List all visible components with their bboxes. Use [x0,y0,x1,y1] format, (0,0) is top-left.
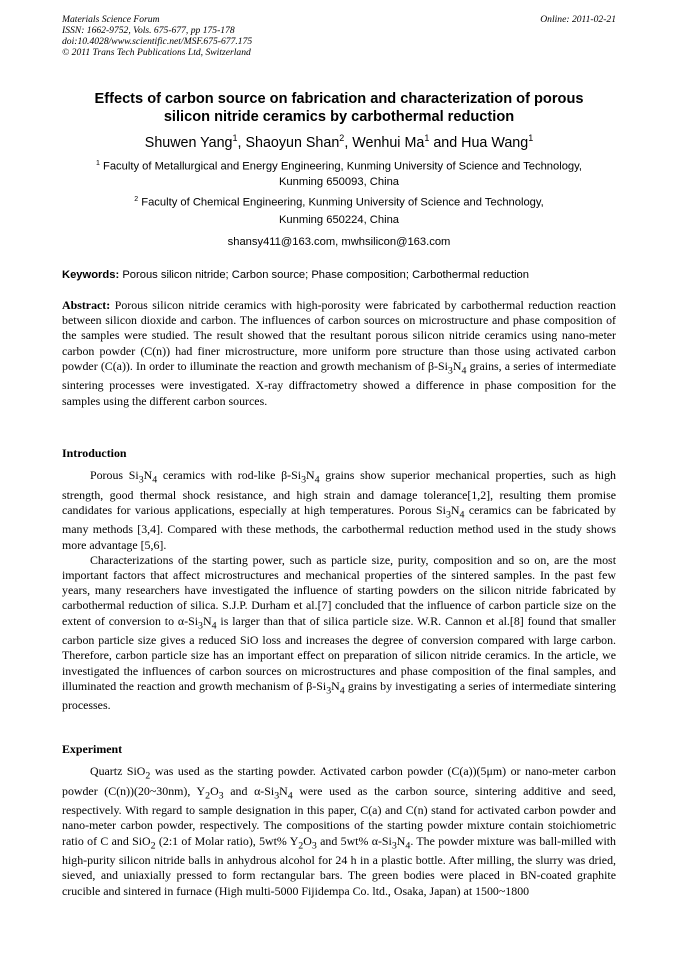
abstract-text-a: Porous silicon nitride ceramics with high-porosity were fabricated by carbothermal reduction reaction between silicon dioxide and carbon. The influences of carbon sources on microstructure and phase composition of the samples were studied. The result showed that the resultant porous silicon nitride ceramics using nano-meter carbon powder (C(n)) had finer microstructure, more uniform pore structure than those using activated carbon powder (C(a)). In order to illuminate the reaction and growth mechanism of β-Si [62,298,616,373]
author-affil-sup: 2 [339,133,345,143]
introduction-paragraph-1: Porous $Si_3N_4$ ceramics with rod-like $\beta-Si_3N_4$ grains show superior mechanical properties, such as high strength, good thermal shock resistance, and high strain and damage tolerance[1,2], resulting them promise candidates for various applications, especially at high temperatures. Porous $Si_3N_4$ ceramics can be fabricated by many methods [3,4]. Compared with these methods, the carbothermal reduction method used in the study shows more advantage [5,6]. [62,468,616,552]
online-date: Online: 2011-02-21 [540,14,616,25]
affiliation-1 [62,156,616,190]
author-and: and [429,134,462,151]
experiment-body [62,764,616,899]
title-line-1: Effects of carbon source on fabrication and characterization of porous [94,91,584,107]
affiliation-2-line-1: Faculty of Chemical Engineering, Kunming University of Science and Technology, [141,196,544,209]
issn-line: ISSN: 1662-9752, Vols. 675-677, pp 175-178 [62,25,235,36]
journal-name: Materials Science Forum [62,14,160,25]
author-name: Shuwen Yang [144,134,233,151]
introduction-paragraph-2: Characterizations of the starting power, such as particle size, purity, composition and so on, are the most important factors that affect microstructures and mechanical properties of the sintered samples. In the past few years, many researchers have investigated the influence of starting powders on the silicon nitride fabricated by carbothermal reduction of silica. S.J.P. Durham et al.[7] concluded that the influence of carbon particle size on the extent of conversion to $\alpha-Si_3N_4$ is larger than that of silica particle size. W.R. Cannon et al.[8] found that smaller carbon particle size gives a reduced SiO loss and increases the degree of conversion compared with large carbon. Therefore, carbon particle size has an important effect on preparation of silicon nitride ceramics. In the article, we investigated the influences of carbon sources on microstructures and phase composition of the final samples, and illuminated the reaction and growth mechanism of $\beta-Si_3N_4$ grains by investigating a series of intermediate sintering processes. [62,552,616,713]
abstract-text-b: grains, a series of intermediate sintering processes were investigated. X-ray diffractometry showed a difference in phase composition for the samples using the different carbon sources. [62,358,616,408]
author-name: Wenhui Ma [352,134,425,151]
title-line-2: silicon nitride ceramics by carbothermal reduction [163,109,515,125]
author-affil-sup: 1 [232,133,238,143]
keywords-text: Porous silicon nitride; Carbon source; Phase composition; Carbothermal reduction [122,269,529,281]
author-name: Shaoyun Shan [245,134,340,151]
introduction-heading: Introduction [62,446,127,460]
abstract: Abstract: Porous silicon nitride ceramics with high-porosity were fabricated by carbothermal reduction reaction between silicon dioxide and carbon. The influences of carbon sources on microstructure and phase composition of the samples were studied. The result showed that the resultant porous silicon nitride ceramics using nano-meter carbon powder (C(n)) had finer microstructure, more uniform pore structure than those using activated carbon powder (C(a)). In order to illuminate the reaction and growth mechanism of $\beta-Si_3N_4$ grains, a series of intermediate sintering processes were investigated. X-ray diffractometry showed a difference in phase composition for the samples using the different carbon sources. [62,298,616,408]
journal-header [62,14,616,58]
author-emails: shansy411@163.com, mwhsilicon@163.com [227,236,451,248]
author-separator: , [237,134,246,151]
affiliation-1-line-1: Faculty of Metallurgical and Energy Engineering, Kunming University of Science and Technology, [102,160,583,173]
author-list [62,129,616,152]
copyright-line: © 2011 Trans Tech Publications Ltd, Switzerland [62,47,251,58]
affiliation-2-sup: 2 [134,196,139,203]
author-separator: , [344,134,353,151]
affiliation-1-line-2: Kunming 650093, China [278,175,400,188]
affiliation-1-sup: 1 [95,160,100,167]
keywords-label: Keywords: [62,269,120,281]
keywords [62,268,616,283]
author-affil-sup: 1 [528,133,534,143]
abstract-label: Abstract: [62,298,111,312]
experiment-paragraph: Quartz SiO$_2$ was used as the starting powder. Activated carbon powder (C(a))(5μm) or nano-meter carbon powder (C(n))(20~30nm), $Y_2O_3$ and $\alpha-Si_3N_4$ were used as the carbon source, sintering additive and seed, respectively. With regard to sample designation in this paper, C(a) and C(n) stand for activated carbon powder and nano-meter carbon powder, respectively. The compositions of the starting powder mixture contain stoichiometric ratio of C and SiO$_2$ (2:1 of Molar ratio), 5wt% $Y_2O_3$ and 5wt% $\alpha-Si_3N_4$. The powder mixture was ball-milled with high-purity silicon nitride balls in anhydrous alcohol for 24 h in a plastic bottle. After milling, the slurry was dried, sieved, and uniaxially pressed to form rectangular bars. The green bodies were placed in BN-coated graphite crucible and sintered in furnace (High multi-5000 Fijidempa Co. ltd., Osaka, Japan) at 1500~1800 [62,764,617,898]
introduction-body [62,468,616,714]
affiliation-2 [62,192,616,211]
doi-line: doi:10.4028/www.scientific.net/MSF.675-677.175 [62,36,253,47]
paper-title [62,90,616,126]
experiment-heading: Experiment [62,742,123,756]
author-affil-sup: 1 [424,133,430,143]
affiliation-2-line-2: Kunming 650224, China [278,214,400,226]
author-name: Hua Wang [461,134,529,151]
